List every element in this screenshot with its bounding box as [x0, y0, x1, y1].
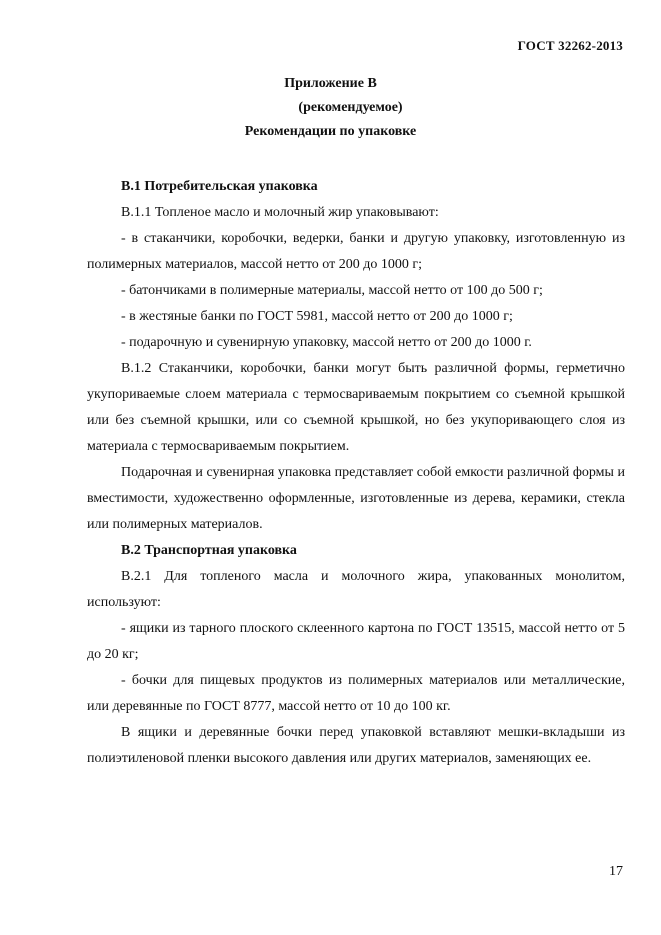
paragraph: В ящики и деревянные бочки перед упаковкой вставляют мешки-вкладыши из полиэтиленовой пленки высокого давления или других материалов, заменяющих ее. — [87, 725, 625, 766]
paragraph: Подарочная и сувенирная упаковка представляет собой емкости различной формы и вместимости, художественно оформленные, изготовленные из дерева, керамики, стекла или полимерных материалов. — [87, 465, 625, 532]
appendix-subject: Рекомендации по упаковке — [244, 124, 417, 139]
section-heading: В.2 Транспортная упаковка — [121, 543, 297, 558]
paragraph: В.2.1 Для топленого масла и молочного жира, упакованных монолитом, используют: — [87, 569, 625, 610]
paragraph: - в жестяные банки по ГОСТ 5981, массой нетто от 200 до 1000 г; — [121, 309, 513, 324]
paragraph: - бочки для пищевых продуктов из полимерных материалов или металлические, или деревянные по ГОСТ 8777, массой нетто от 10 до 100 кг. — [87, 673, 625, 714]
standard-code: ГОСТ 32262-2013 — [517, 38, 623, 53]
paragraph: В.1.2 Стаканчики, коробочки, банки могут быть различной формы, герметично укупориваемые слоем материала с термосвариваемым покрытием со съемной крышкой или без съемной крышки, или со съемной крышкой, но без укупоривающего слоя из материала с термосвариваемым покрытием. — [87, 361, 625, 454]
appendix-heading — [0, 72, 661, 144]
page-number: 17 — [609, 864, 623, 879]
section-heading: В.1 Потребительская упаковка — [121, 179, 318, 194]
document-body — [87, 174, 625, 772]
appendix-status: (рекомендуемое) — [298, 100, 403, 115]
paragraph: В.1.1 Топленое масло и молочный жир упаковывают: — [121, 205, 439, 220]
paragraph: - батончиками в полимерные материалы, массой нетто от 100 до 500 г; — [121, 283, 543, 298]
paragraph: - в стаканчики, коробочки, ведерки, банки и другую упаковку, изготовленную из полимерных материалов, массой нетто от 200 до 1000 г; — [87, 231, 625, 272]
paragraph: - ящики из тарного плоского склеенного картона по ГОСТ 13515, массой нетто от 5 до 20 кг; — [87, 621, 625, 662]
appendix-title: Приложение В — [284, 76, 377, 91]
paragraph: - подарочную и сувенирную упаковку, массой нетто от 200 до 1000 г. — [121, 335, 532, 350]
